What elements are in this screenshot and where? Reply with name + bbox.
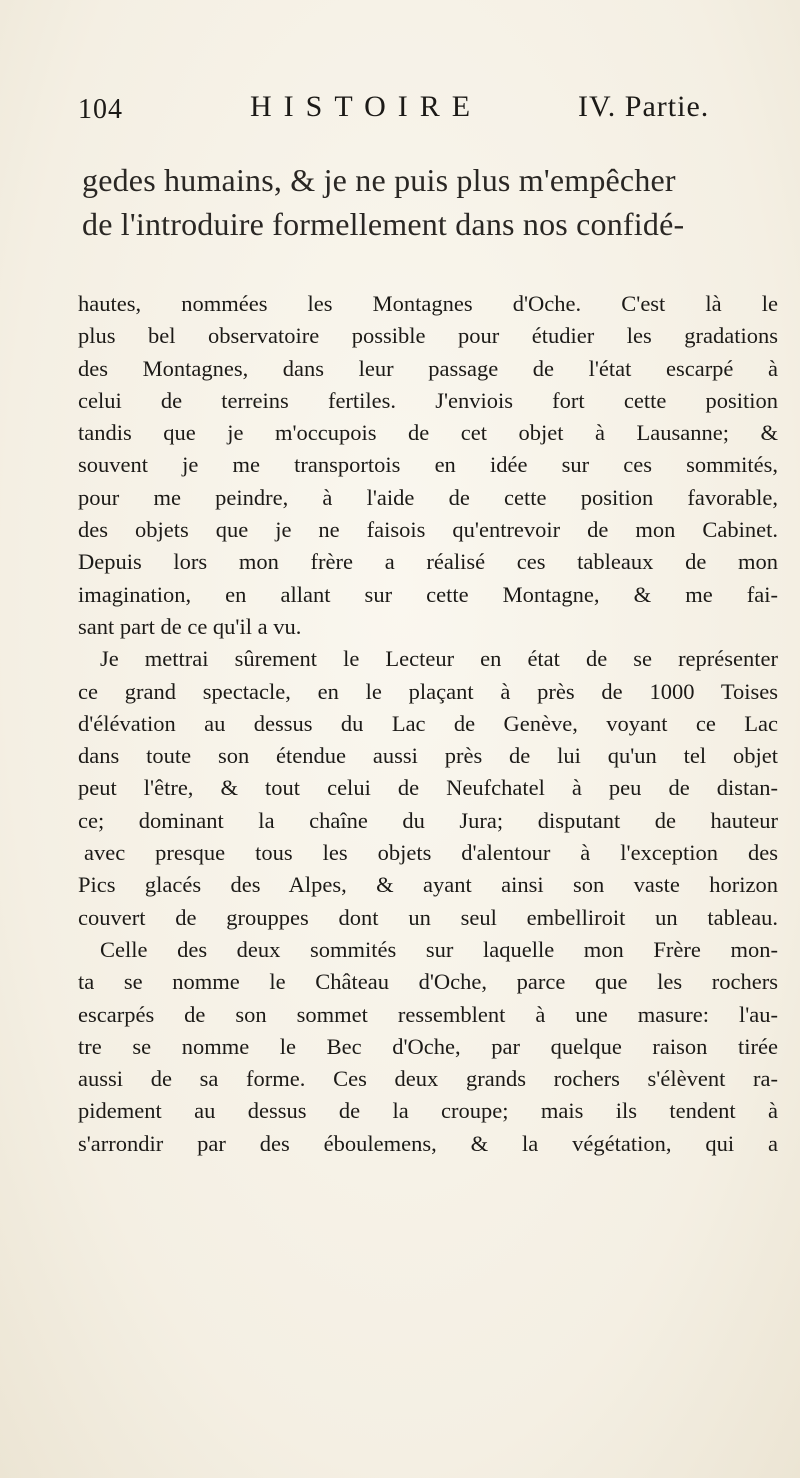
text-line: escarpés de son sommet ressemblent à une masure: l'au- [78,1001,778,1027]
text-line: couvert de grouppes dont un seul embelliroit un tableau. [78,904,778,930]
text-line: Pics glacés des Alpes, & ayant ainsi son vaste horizon [78,872,778,898]
text-line: ta se nomme le Château d'Oche, parce que les rochers [78,969,778,995]
text-line: pour me peindre, à l'aide de cette position favorable, [78,484,778,510]
text-line: Depuis lors mon frère a réalisé ces tableaux de mon [78,549,778,575]
text-line: souvent je me transportois en idée sur ces sommités, [78,452,778,478]
text-line: s'arrondir par des éboulemens, & la végétation, qui a [78,1130,778,1156]
text-line: dans toute son étendue aussi près de lui qu'un tel objet [78,743,778,769]
text-line: celui de terreins fertiles. J'enviois fort cette position [78,387,778,413]
text-line: peut l'être, & tout celui de Neufchatel à peu de distan- [78,775,778,801]
text-line: pidement au dessus de la croupe; mais ils tendent à [78,1098,778,1124]
text-line: tandis que je m'occupois de cet objet à Lausanne; & [78,420,778,446]
part-label: IV. Partie. [578,90,710,123]
text-line: ce grand spectacle, en le plaçant à près de 1000 Toises [78,678,778,704]
text-line: hautes, nommées les Montagnes d'Oche. C'est là le [78,291,778,316]
text-line: ce; dominant la chaîne du Jura; disputant de hauteur [78,807,778,833]
text-line: avec presque tous les objets d'alentour à l'exception des [84,840,778,866]
text-line: des Montagnes, dans leur passage de l'état escarpé à [78,355,778,381]
text-line: d'élévation au dessus du Lac de Genève, voyant ce Lac [78,710,778,736]
page-number: 104 [78,94,123,125]
text-line: tre se nomme le Bec d'Oche, par quelque raison tirée [78,1033,778,1059]
text-line: des objets que je ne faisois qu'entrevoir de mon Cabinet. [78,517,778,543]
running-header [78,88,778,128]
text-line: sant part de ce qu'il a vu. [78,613,302,639]
page-body [78,288,778,1160]
text-line: Je mettrai sûrement le Lecteur en état de se représenter [100,646,778,672]
overlay-line: de l'introduire formellement dans nos confidé- [82,206,685,242]
text-line: plus bel observatoire possible pour étudier les gradations [78,323,778,349]
text-line: imagination, en allant sur cette Montagne, & me fai- [78,581,778,607]
overlay-line: gedes humains, & je ne puis plus m'empêcher [82,162,676,198]
overlaid-text-fragment [82,158,772,246]
text-line: aussi de sa forme. Ces deux grands rochers s'élèvent ra- [78,1066,778,1092]
text-line: Celle des deux sommités sur laquelle mon Frère mon- [100,936,778,962]
running-title: HISTOIRE [250,90,483,123]
